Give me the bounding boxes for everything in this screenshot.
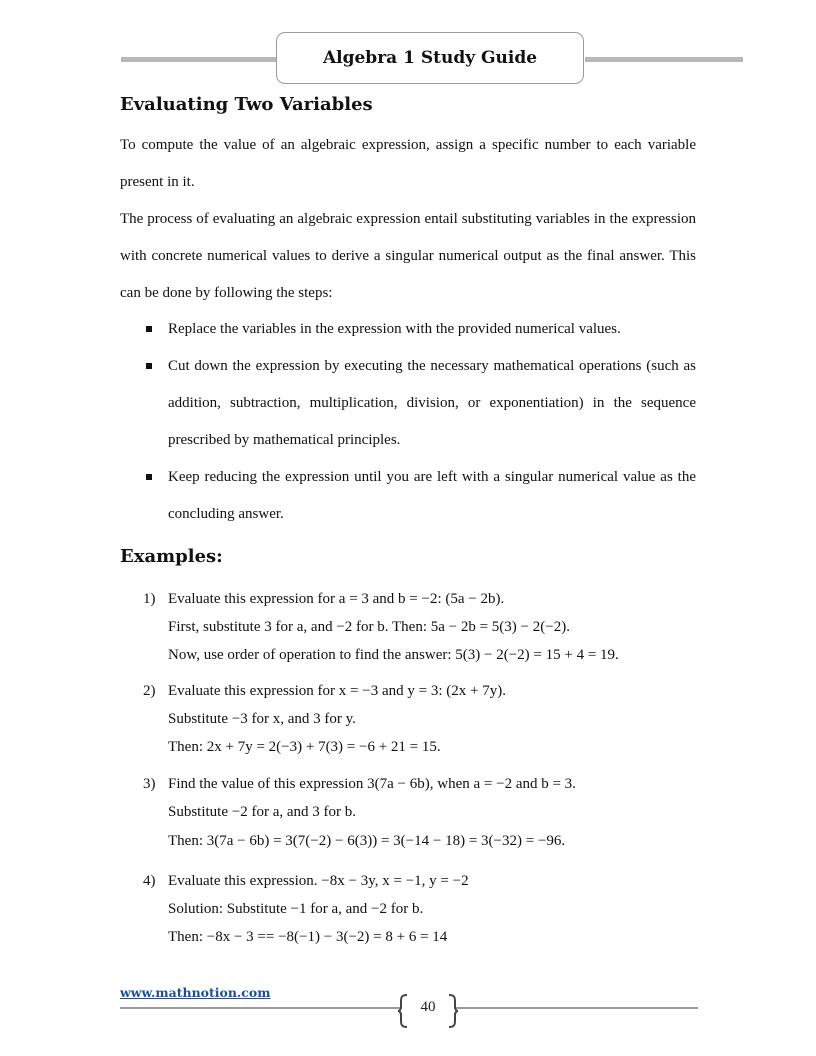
header-rule-left (121, 57, 277, 62)
paragraph-2: The process of evaluating an algebraic expression entail substituting variables in the expression with concrete numerical values to derive a singular numerical output as the final answer. This can be done by following the steps: (120, 211, 696, 301)
example-3-line-1: Find the value of this expression 3(7a − 6b), when a = −2 and b = 3. (168, 776, 576, 792)
bullet-marker (146, 363, 152, 369)
example-3-line-3: Then: 3(7a − 6b) = 3(7(−2) − 6(3)) = 3(−14 − 18) = 3(−32) = −96. (168, 833, 566, 849)
example-number: 1) (143, 591, 156, 607)
page-number: 40 (420, 999, 436, 1015)
page-number-frame (398, 994, 458, 1028)
example-number: 3) (143, 776, 156, 792)
website-link[interactable]: www.mathnotion.com (120, 985, 271, 1000)
footer-rule-right (456, 1007, 698, 1009)
header-title: Algebra 1 Study Guide (276, 32, 584, 84)
example-2-line-1: Evaluate this expression for x = −3 and y = 3: (2x + 7y). (168, 683, 506, 699)
example-number: 4) (143, 873, 156, 889)
example-number: 2) (143, 683, 156, 699)
bullet-marker (146, 474, 152, 480)
example-1-line-1: Evaluate this expression for a = 3 and b = −2: (5a − 2b). (168, 591, 505, 607)
paragraph-1: To compute the value of an algebraic expression, assign a specific number to each variable present in it. (120, 137, 696, 190)
header-rule-right (585, 57, 743, 62)
section-title: Evaluating Two Variables (120, 94, 373, 115)
example-3-line-2: Substitute −2 for a, and 3 for b. (168, 804, 357, 820)
examples-title: Examples: (120, 546, 223, 567)
footer-rule-left (120, 1007, 400, 1009)
bullet-marker (146, 326, 152, 332)
bullet-item-2: Cut down the expression by executing the necessary mathematical operations (such as addition, subtraction, multiplication, division, or exponentiation) in the sequence prescribed by mathematical principles. (168, 358, 696, 448)
example-2-line-2: Substitute −3 for x, and 3 for y. (168, 711, 356, 727)
example-4-line-3: Then: −8x − 3 == −8(−1) − 3(−2) = 8 + 6 = 14 (168, 929, 448, 945)
example-4-line-1: Evaluate this expression. −8x − 3y, x = −1, y = −2 (168, 873, 469, 889)
example-2-line-3: Then: 2x + 7y = 2(−3) + 7(3) = −6 + 21 = 15. (168, 739, 441, 755)
bullet-item-3: Keep reducing the expression until you are left with a singular numerical value as the concluding answer. (168, 469, 696, 522)
example-1-line-3: Now, use order of operation to find the answer: 5(3) − 2(−2) = 15 + 4 = 19. (168, 647, 619, 663)
example-1-line-2: First, substitute 3 for a, and −2 for b. Then: 5a − 2b = 5(3) − 2(−2). (168, 619, 570, 635)
example-4-line-2: Solution: Substitute −1 for a, and −2 for b. (168, 901, 424, 917)
bullet-item-1: Replace the variables in the expression with the provided numerical values. (168, 321, 621, 337)
